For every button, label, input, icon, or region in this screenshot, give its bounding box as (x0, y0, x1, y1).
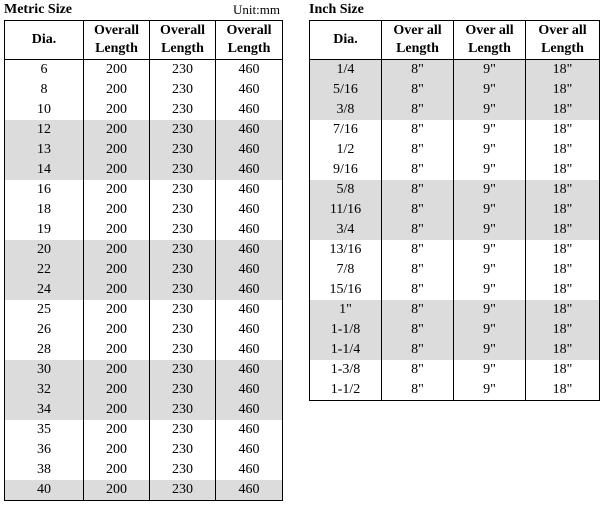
inch-cell: 1-1/4 (310, 340, 382, 360)
metric-cell: 230 (150, 360, 216, 380)
inch-cell: 9" (454, 380, 526, 401)
inch-cell: 5/16 (310, 80, 382, 100)
metric-cell: 460 (216, 440, 283, 460)
metric-cell: 8 (5, 80, 84, 100)
inch-cell: 18" (526, 240, 600, 260)
inch-cell: 8" (382, 120, 454, 140)
inch-table-row (310, 320, 600, 340)
inch-cell: 8" (382, 260, 454, 280)
metric-table-row (5, 320, 283, 340)
metric-table-row (5, 400, 283, 420)
metric-header-row (5, 21, 283, 60)
inch-cell: 1/4 (310, 60, 382, 81)
inch-table-row (310, 180, 600, 200)
metric-cell: 35 (5, 420, 84, 440)
metric-cell: 200 (84, 480, 150, 501)
metric-cell: 18 (5, 200, 84, 220)
metric-cell: 200 (84, 160, 150, 180)
metric-cell: 200 (84, 320, 150, 340)
inch-cell: 9" (454, 360, 526, 380)
metric-cell: 460 (216, 100, 283, 120)
metric-header-length-3: Overall Length (216, 21, 283, 60)
metric-table-row (5, 480, 283, 501)
metric-table-row (5, 300, 283, 320)
metric-table-row (5, 100, 283, 120)
inch-cell: 9" (454, 260, 526, 280)
metric-cell: 200 (84, 100, 150, 120)
inch-cell: 8" (382, 340, 454, 360)
metric-cell: 460 (216, 120, 283, 140)
metric-table-row (5, 180, 283, 200)
inch-table (309, 20, 600, 401)
inch-cell: 18" (526, 120, 600, 140)
inch-cell: 3/8 (310, 100, 382, 120)
metric-cell: 200 (84, 80, 150, 100)
inch-cell: 13/16 (310, 240, 382, 260)
inch-table-row (310, 80, 600, 100)
metric-cell: 230 (150, 380, 216, 400)
metric-cell: 26 (5, 320, 84, 340)
inch-cell: 1-3/8 (310, 360, 382, 380)
metric-cell: 200 (84, 240, 150, 260)
metric-cell: 200 (84, 360, 150, 380)
metric-size-section (4, 0, 282, 501)
metric-cell: 200 (84, 140, 150, 160)
inch-table-row (310, 120, 600, 140)
inch-cell: 8" (382, 380, 454, 401)
metric-table-row (5, 140, 283, 160)
metric-table-row (5, 380, 283, 400)
metric-cell: 460 (216, 280, 283, 300)
inch-cell: 9" (454, 80, 526, 100)
metric-cell: 460 (216, 420, 283, 440)
inch-cell: 18" (526, 300, 600, 320)
metric-cell: 19 (5, 220, 84, 240)
metric-cell: 16 (5, 180, 84, 200)
inch-cell: 8" (382, 60, 454, 81)
inch-table-row (310, 100, 600, 120)
inch-cell: 1/2 (310, 140, 382, 160)
metric-cell: 460 (216, 200, 283, 220)
inch-cell: 9" (454, 100, 526, 120)
inch-cell: 9" (454, 220, 526, 240)
metric-table-body (5, 60, 283, 501)
inch-cell: 9" (454, 160, 526, 180)
metric-table-row (5, 280, 283, 300)
metric-cell: 230 (150, 460, 216, 480)
inch-cell: 18" (526, 180, 600, 200)
metric-cell: 230 (150, 100, 216, 120)
inch-table-row (310, 380, 600, 401)
inch-table-row (310, 160, 600, 180)
inch-header-length-3: Over all Length (526, 21, 600, 60)
metric-cell: 460 (216, 340, 283, 360)
inch-table-row (310, 200, 600, 220)
inch-cell: 18" (526, 380, 600, 401)
inch-table-row (310, 300, 600, 320)
inch-cell: 9" (454, 200, 526, 220)
metric-cell: 6 (5, 60, 84, 81)
inch-cell: 1-1/2 (310, 380, 382, 401)
inch-cell: 18" (526, 360, 600, 380)
inch-cell: 18" (526, 320, 600, 340)
metric-table-row (5, 60, 283, 81)
inch-cell: 8" (382, 220, 454, 240)
metric-cell: 34 (5, 400, 84, 420)
metric-unit: Unit:mm (233, 2, 280, 17)
inch-cell: 8" (382, 240, 454, 260)
inch-cell: 8" (382, 300, 454, 320)
metric-cell: 200 (84, 300, 150, 320)
metric-table-row (5, 260, 283, 280)
metric-cell: 230 (150, 260, 216, 280)
metric-cell: 230 (150, 400, 216, 420)
metric-table-row (5, 360, 283, 380)
inch-cell: 8" (382, 80, 454, 100)
inch-cell: 9" (454, 120, 526, 140)
metric-cell: 24 (5, 280, 84, 300)
metric-cell: 230 (150, 340, 216, 360)
metric-cell: 200 (84, 440, 150, 460)
metric-caption (4, 0, 282, 20)
metric-cell: 230 (150, 60, 216, 81)
metric-cell: 38 (5, 460, 84, 480)
inch-cell: 18" (526, 160, 600, 180)
metric-header-dia: Dia. (5, 21, 84, 60)
metric-table (4, 20, 283, 501)
inch-cell: 1" (310, 300, 382, 320)
metric-cell: 230 (150, 240, 216, 260)
metric-cell: 230 (150, 320, 216, 340)
metric-cell: 460 (216, 300, 283, 320)
inch-cell: 8" (382, 320, 454, 340)
metric-table-row (5, 460, 283, 480)
inch-cell: 9" (454, 300, 526, 320)
inch-cell: 9" (454, 340, 526, 360)
inch-cell: 18" (526, 200, 600, 220)
metric-cell: 230 (150, 440, 216, 460)
inch-cell: 8" (382, 280, 454, 300)
metric-cell: 200 (84, 180, 150, 200)
metric-table-row (5, 440, 283, 460)
inch-header-row (310, 21, 600, 60)
inch-cell: 9" (454, 60, 526, 81)
metric-cell: 200 (84, 400, 150, 420)
metric-header-length-2: Overall Length (150, 21, 216, 60)
inch-cell: 8" (382, 360, 454, 380)
metric-cell: 230 (150, 420, 216, 440)
inch-header-length-1: Over all Length (382, 21, 454, 60)
metric-cell: 230 (150, 180, 216, 200)
inch-table-row (310, 260, 600, 280)
metric-title: Metric Size (4, 2, 73, 17)
inch-cell: 9" (454, 280, 526, 300)
metric-cell: 32 (5, 380, 84, 400)
metric-cell: 460 (216, 140, 283, 160)
metric-cell: 230 (150, 280, 216, 300)
metric-cell: 200 (84, 280, 150, 300)
inch-table-row (310, 340, 600, 360)
inch-table-body (310, 60, 600, 401)
metric-cell: 200 (84, 60, 150, 81)
metric-cell: 200 (84, 420, 150, 440)
inch-cell: 15/16 (310, 280, 382, 300)
inch-table-row (310, 140, 600, 160)
metric-table-row (5, 240, 283, 260)
inch-table-row (310, 60, 600, 81)
metric-table-row (5, 200, 283, 220)
inch-caption (309, 0, 599, 20)
metric-cell: 28 (5, 340, 84, 360)
inch-cell: 18" (526, 260, 600, 280)
inch-cell: 7/16 (310, 120, 382, 140)
metric-cell: 10 (5, 100, 84, 120)
inch-cell: 18" (526, 340, 600, 360)
inch-cell: 18" (526, 140, 600, 160)
inch-cell: 9" (454, 180, 526, 200)
metric-table-row (5, 420, 283, 440)
metric-cell: 200 (84, 260, 150, 280)
metric-cell: 230 (150, 220, 216, 240)
metric-cell: 22 (5, 260, 84, 280)
metric-cell: 230 (150, 80, 216, 100)
inch-cell: 3/4 (310, 220, 382, 240)
metric-cell: 20 (5, 240, 84, 260)
metric-cell: 200 (84, 120, 150, 140)
metric-cell: 12 (5, 120, 84, 140)
inch-table-row (310, 360, 600, 380)
inch-cell: 8" (382, 100, 454, 120)
metric-cell: 460 (216, 80, 283, 100)
metric-table-row (5, 220, 283, 240)
metric-table-row (5, 160, 283, 180)
metric-cell: 460 (216, 400, 283, 420)
inch-table-row (310, 220, 600, 240)
metric-header-length-1: Overall Length (84, 21, 150, 60)
inch-cell: 18" (526, 220, 600, 240)
inch-cell: 9" (454, 140, 526, 160)
inch-cell: 5/8 (310, 180, 382, 200)
inch-cell: 7/8 (310, 260, 382, 280)
inch-cell: 8" (382, 180, 454, 200)
metric-cell: 230 (150, 200, 216, 220)
metric-cell: 230 (150, 160, 216, 180)
metric-cell: 460 (216, 220, 283, 240)
metric-cell: 460 (216, 380, 283, 400)
metric-cell: 40 (5, 480, 84, 501)
metric-table-row (5, 80, 283, 100)
metric-cell: 200 (84, 200, 150, 220)
metric-table-row (5, 120, 283, 140)
metric-cell: 230 (150, 140, 216, 160)
inch-cell: 18" (526, 280, 600, 300)
inch-size-section (309, 0, 599, 401)
inch-header-length-2: Over all Length (454, 21, 526, 60)
metric-cell: 460 (216, 60, 283, 81)
inch-table-row (310, 280, 600, 300)
metric-cell: 460 (216, 180, 283, 200)
metric-cell: 460 (216, 320, 283, 340)
inch-cell: 11/16 (310, 200, 382, 220)
metric-cell: 230 (150, 480, 216, 501)
metric-cell: 460 (216, 260, 283, 280)
inch-cell: 9" (454, 320, 526, 340)
metric-cell: 460 (216, 460, 283, 480)
metric-cell: 14 (5, 160, 84, 180)
metric-cell: 230 (150, 300, 216, 320)
inch-header-dia: Dia. (310, 21, 382, 60)
metric-cell: 200 (84, 340, 150, 360)
metric-cell: 230 (150, 120, 216, 140)
metric-cell: 200 (84, 220, 150, 240)
metric-cell: 30 (5, 360, 84, 380)
metric-cell: 13 (5, 140, 84, 160)
inch-table-row (310, 240, 600, 260)
inch-cell: 8" (382, 200, 454, 220)
inch-cell: 1-1/8 (310, 320, 382, 340)
inch-cell: 9/16 (310, 160, 382, 180)
metric-cell: 460 (216, 360, 283, 380)
metric-cell: 200 (84, 460, 150, 480)
inch-cell: 8" (382, 140, 454, 160)
metric-cell: 460 (216, 480, 283, 501)
metric-cell: 460 (216, 240, 283, 260)
metric-cell: 36 (5, 440, 84, 460)
inch-cell: 18" (526, 60, 600, 81)
metric-table-row (5, 340, 283, 360)
inch-title: Inch Size (309, 2, 364, 17)
metric-cell: 25 (5, 300, 84, 320)
inch-cell: 9" (454, 240, 526, 260)
inch-cell: 18" (526, 100, 600, 120)
inch-cell: 18" (526, 80, 600, 100)
inch-cell: 8" (382, 160, 454, 180)
metric-cell: 460 (216, 160, 283, 180)
metric-cell: 200 (84, 380, 150, 400)
